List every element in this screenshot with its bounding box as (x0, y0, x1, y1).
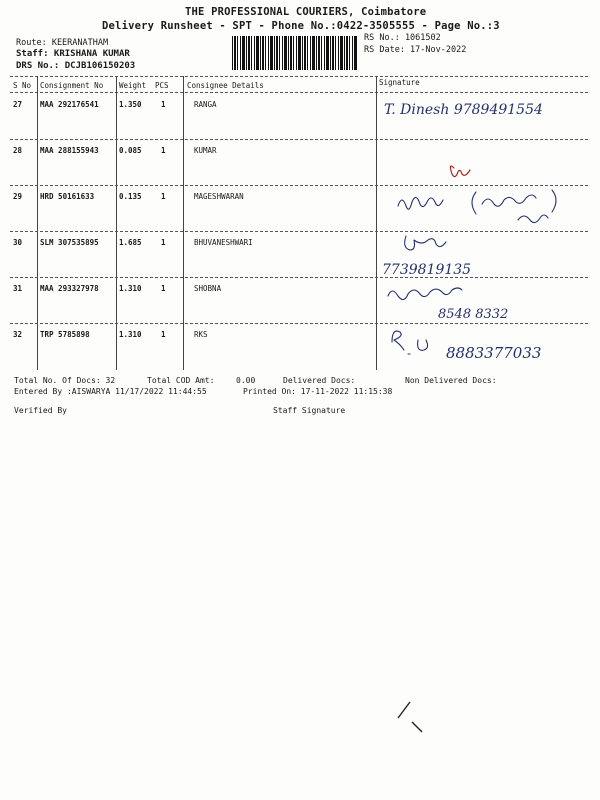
signature-row-32 (392, 331, 541, 362)
row-weight: 1.310 (119, 330, 142, 339)
row-sno: 30 (13, 238, 23, 247)
row-consignment-no: SLM 307535895 (40, 238, 99, 247)
row-sno: 32 (13, 330, 23, 339)
printed-on: Printed On: 17-11-2022 11:15:38 (243, 387, 393, 396)
row-consignee: SHOBNA (194, 284, 222, 293)
row-consignee: MAGESHWARAN (194, 192, 244, 201)
row-consignment-no: MAA 288155943 (40, 146, 99, 155)
route-label: Route: KEERANATHAM (16, 38, 109, 48)
row-weight: 1.310 (119, 284, 142, 293)
document-title: THE PROFESSIONAL COURIERS, Coimbatore (185, 6, 427, 18)
row-weight: 0.085 (119, 146, 142, 155)
row-weight: 1.350 (119, 100, 142, 109)
row-pcs: 1 (161, 238, 166, 247)
staff-label: Staff: KRISHANA KUMAR (16, 49, 130, 59)
column-header-sno: S No (13, 81, 32, 90)
row-pcs: 1 (161, 284, 166, 293)
row-pcs: 1 (161, 100, 166, 109)
rs-date: RS Date: 17-Nov-2022 (364, 45, 467, 55)
total-cod-value: 0.00 (236, 376, 256, 385)
row-weight: 1.685 (119, 238, 142, 247)
non-delivered-docs: Non Delivered Docs: (405, 376, 497, 385)
signature-text: 8548 8332 (438, 307, 509, 322)
row-consignment-no: MAA 293327978 (40, 284, 99, 293)
row-consignee: BHUVANESHWARI (194, 238, 253, 247)
row-weight: 0.135 (119, 192, 142, 201)
barcode-image (232, 36, 358, 70)
signature-row-30 (382, 236, 471, 278)
row-pcs: 1 (161, 146, 166, 155)
row-sno: 28 (13, 146, 23, 155)
row-consignment-no: HRD 50161633 (40, 192, 95, 201)
row-consignee: KUMAR (194, 146, 217, 155)
row-sno: 27 (13, 100, 23, 109)
signature-row-28 (450, 166, 470, 177)
row-pcs: 1 (161, 330, 166, 339)
verified-by-label: Verified By (14, 406, 67, 415)
signature-text: 8883377033 (446, 344, 542, 362)
row-consignee: RKS (194, 330, 208, 339)
column-header-pcs: PCS (155, 81, 169, 90)
row-consignment-no: MAA 292176541 (40, 100, 99, 109)
rs-number: RS No.: 1061502 (364, 33, 441, 43)
signature-row-31 (388, 288, 508, 322)
table-top-rule (10, 76, 588, 77)
signature-row-27 (384, 102, 543, 118)
handwritten-signatures (378, 96, 588, 366)
row-sno: 31 (13, 284, 23, 293)
stray-pen-mark (396, 700, 436, 740)
row-consignment-no: TRP 5785898 (40, 330, 90, 339)
staff-signature-label: Staff Signature (273, 406, 346, 415)
column-header-signature: Signature (379, 78, 420, 87)
total-docs: Total No. Of Docs: 32 (14, 376, 116, 385)
table-header-rule (10, 92, 588, 93)
column-header-weight: Weight (119, 81, 147, 90)
column-header-consignee: Consignee Details (187, 81, 264, 90)
signature-text: T. Dinesh 9789491554 (384, 102, 543, 118)
document-subtitle: Delivery Runsheet - SPT - Phone No.:0422-3505555 - Page No.:3 (102, 20, 500, 32)
row-consignee: RANGA (194, 100, 217, 109)
delivered-docs: Delivered Docs: (283, 376, 356, 385)
column-header-consignment: Consignment No (40, 81, 104, 90)
row-sno: 29 (13, 192, 23, 201)
row-pcs: 1 (161, 192, 166, 201)
signature-text: 7739819135 (382, 262, 472, 278)
signature-row-29 (398, 190, 556, 223)
total-cod-label: Total COD Amt: (147, 376, 215, 385)
entered-by: Entered By :AISWARYA 11/17/2022 11:44:55 (14, 387, 207, 396)
drs-number: DRS No.: DCJB106150203 (16, 61, 136, 71)
